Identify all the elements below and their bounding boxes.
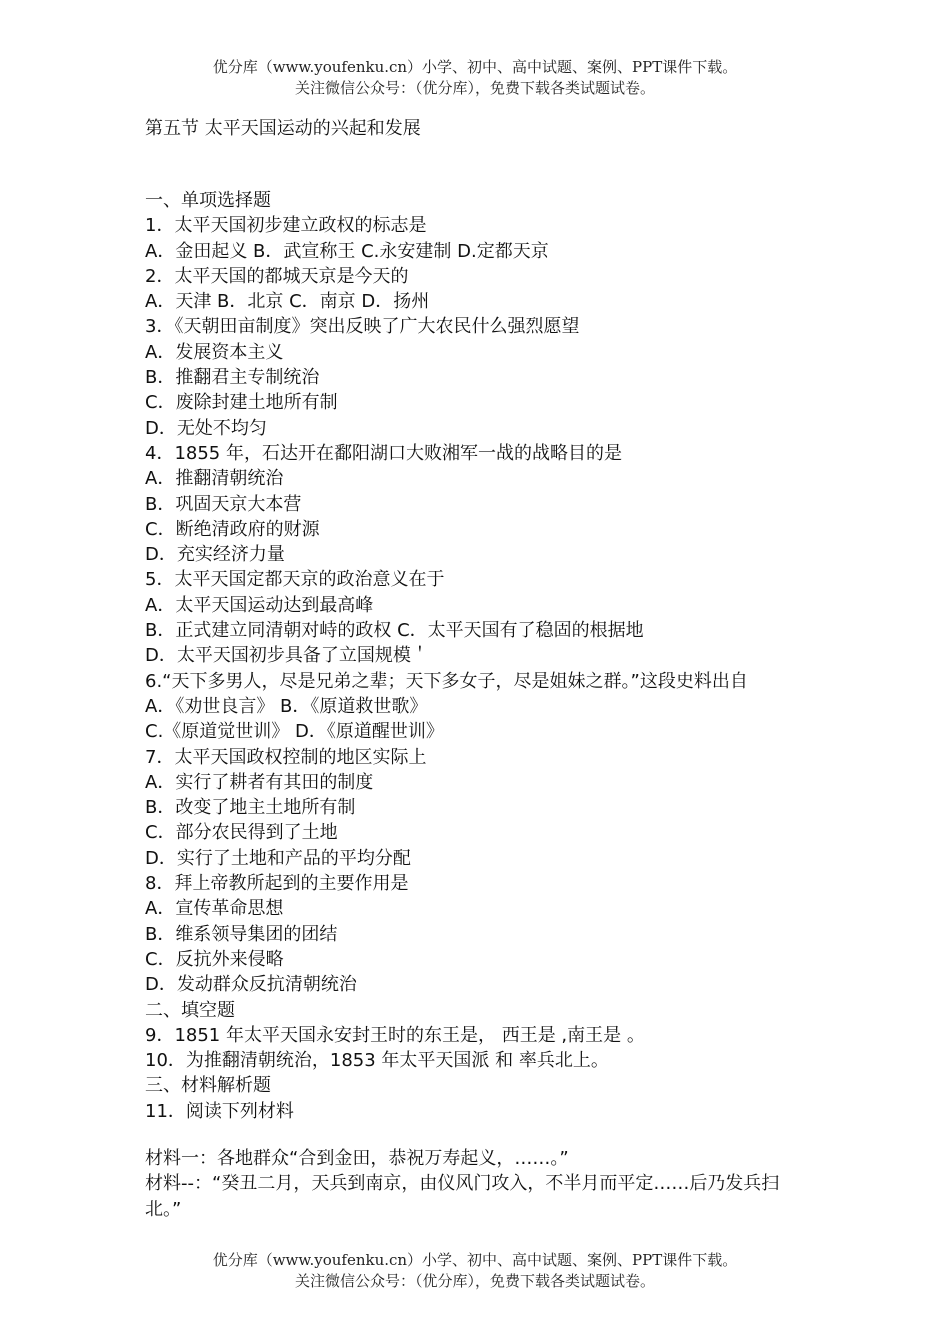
question-3-option-b: B．推翻君主专制统治 (145, 367, 320, 389)
question-7: 7．太平天国政权控制的地区实际上 (145, 746, 427, 768)
question-3-option-d: D．无处不均匀 (145, 417, 267, 439)
question-3-option-c: C．废除封建土地所有制 (145, 392, 338, 414)
question-5-option-d: D．太平天国初步具备了立国规模＇ (145, 645, 429, 667)
question-3-option-a: A．发展资本主义 (145, 341, 284, 363)
question-6-options-cd: C.《原道觉世训》 D．《原道醒世训》 (145, 721, 444, 743)
footer-line-1: 优分库（www.youfenku.cn）小学、初中、高中试题、案例、PPT课件下载。 (212, 1251, 738, 1269)
question-7-option-d: D．实行了土地和产品的平均分配 (145, 847, 411, 869)
question-9: 9．1851 年太平天国永安封王时的东王是， 西王是 ,南王是 。 (145, 1024, 645, 1046)
question-6: 6.“天下多男人，尽是兄弟之辈；天下多女子，尽是姐妹之群。”这段史料出自 (145, 670, 748, 692)
question-4-option-d: D．充实经济力量 (145, 544, 285, 566)
question-2: 2．太平天国的都城天京是今天的 (145, 265, 409, 287)
document-body (145, 116, 815, 1222)
material-one: 材料一：各地群众“合到金田，恭祝万寿起义，……。” (145, 1147, 569, 1169)
header-line-2: 关注微信公众号：（优分库），免费下载各类试题试卷。 (294, 79, 655, 97)
section-heading-material: 三、材料解析题 (145, 1075, 271, 1097)
question-8-option-b: B．维系领导集团的团结 (145, 923, 338, 945)
question-4-option-b: B．巩固天京大本营 (145, 493, 302, 515)
question-2-options: A．天津 B．北京 C．南京 D．扬州 (145, 291, 430, 313)
question-8-option-a: A．宣传革命思想 (145, 898, 284, 920)
page-header (0, 57, 950, 99)
footer-line-2: 关注微信公众号：（优分库），免费下载各类试题试卷。 (294, 1272, 655, 1290)
question-11: 11．阅读下列材料 (145, 1100, 294, 1122)
section-title: 第五节 太平天国运动的兴起和发展 (145, 118, 421, 139)
question-8-option-c: C．反抗外来侵略 (145, 948, 284, 970)
question-6-options-ab: A．《劝世良言》 B．《原道救世歌》 (145, 695, 428, 717)
section-heading-fill: 二、填空题 (145, 999, 235, 1021)
question-1: 1．太平天国初步建立政权的标志是 (145, 215, 427, 237)
question-7-option-c: C．部分农民得到了土地 (145, 822, 338, 844)
question-8: 8．拜上帝教所起到的主要作用是 (145, 873, 409, 895)
question-7-option-b: B．改变了地主土地所有制 (145, 797, 356, 819)
question-4-option-c: C．断绝清政府的财源 (145, 518, 320, 540)
question-3: 3．《天朝田亩制度》突出反映了广大农民什么强烈愿望 (145, 316, 580, 338)
spacer (145, 1124, 815, 1146)
header-line-1: 优分库（www.youfenku.cn）小学、初中、高中试题、案例、PPT课件下载。 (212, 58, 738, 76)
question-5-option-b-c: B．正式建立同清朝对峙的政权 C．太平天国有了稳固的根据地 (145, 620, 644, 642)
question-1-options: A．金田起义 B．武宣称王 C.永安建制 D.定都天京 (145, 240, 549, 262)
question-4-option-a: A．推翻清朝统治 (145, 468, 284, 490)
question-4: 4．1855 年，石达开在鄱阳湖口大败湘军一战的战略目的是 (145, 442, 622, 464)
question-8-option-d: D．发动群众反抗清朝统治 (145, 974, 357, 996)
question-10: 10．为推翻清朝统治，1853 年太平天国派 和 率兵北上。 (145, 1050, 609, 1072)
question-7-option-a: A．实行了耕者有其田的制度 (145, 771, 374, 793)
question-5: 5．太平天国定都天京的政治意义在于 (145, 569, 445, 591)
question-list (145, 188, 815, 1124)
material-two: 材料--：“癸丑二月，天兵到南京，由仪风门攻入，不半月而平定……后乃发兵扫北。” (145, 1173, 780, 1220)
page-footer (0, 1250, 950, 1292)
section-heading-choice: 一、单项选择题 (145, 190, 271, 211)
question-5-option-a: A．太平天国运动达到最高峰 (145, 594, 374, 616)
